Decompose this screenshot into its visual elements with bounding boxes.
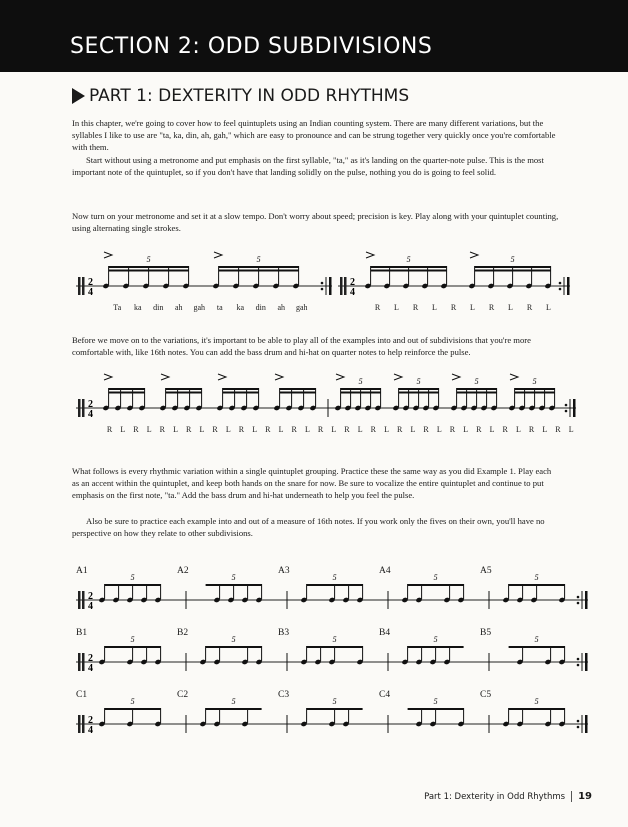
- tuplet-number: 5: [231, 697, 236, 706]
- sticking-letter: R: [374, 303, 381, 312]
- beam: [109, 392, 145, 394]
- sticking-letter: R: [344, 425, 350, 434]
- sticking-letter: R: [106, 425, 113, 434]
- paragraph-emphasis: Start without using a metronome and put emphasis on the first syllable, "ta," as it's landing on the quarter-note pulse. This is the most important note of the quintuplet, so if you don't have that landing solidly on the pulse, nothing you do is going to feel solid.: [72, 155, 544, 178]
- sticking-letter: R: [291, 425, 297, 434]
- accent-mark: [275, 374, 283, 380]
- tuplet-number: 5: [332, 635, 337, 644]
- example-1-syllables: [107, 303, 312, 312]
- variation-staff-b: [76, 632, 588, 672]
- tuplet-number: 5: [146, 255, 151, 264]
- accent-mark: [104, 374, 112, 380]
- beam: [371, 270, 447, 272]
- sticking-letter: L: [470, 303, 475, 312]
- section-banner: [0, 0, 628, 72]
- repeat-dot: [577, 664, 580, 667]
- syllable: din: [255, 303, 266, 312]
- variation-label-a3: A3: [278, 566, 290, 576]
- accent-mark: [510, 374, 518, 380]
- sticking-letter: R: [238, 425, 245, 434]
- percussion-clef: [82, 277, 85, 295]
- repeat-dot: [565, 404, 568, 407]
- accent-mark: [104, 252, 112, 258]
- repeat-dot: [577, 726, 580, 729]
- repeat-dot: [565, 410, 568, 413]
- beam: [509, 646, 565, 648]
- sticking-letter: R: [317, 425, 324, 434]
- page-footer: [424, 791, 592, 802]
- variation-label-c2: C2: [177, 690, 189, 700]
- variation-label-b2: B2: [177, 628, 189, 638]
- example-1-sticking-staff: [338, 246, 570, 302]
- sticking-letter: L: [146, 425, 152, 434]
- sticking-letter: L: [173, 425, 178, 434]
- sticking-letter: R: [526, 303, 533, 312]
- beam: [206, 584, 262, 586]
- beam: [371, 266, 447, 268]
- sticking-letter: R: [449, 425, 456, 434]
- tuplet-number: 5: [130, 635, 135, 644]
- tuplet-number: 5: [534, 635, 539, 644]
- sticking-letter: L: [508, 303, 513, 312]
- percussion-clef: [78, 715, 81, 733]
- beam: [457, 392, 497, 394]
- percussion-clef: [78, 277, 81, 295]
- sticking-letter: L: [568, 425, 574, 434]
- repeat-bar: [585, 653, 588, 671]
- syllable: ah: [174, 303, 183, 312]
- beam: [341, 392, 381, 394]
- paragraph-practice: Also be sure to practice each example into and out of a measure of 16th notes. If you work only the fives on their own, you'll have no perspective on how they relate to other subdivisions.: [72, 516, 545, 539]
- tuplet-number: 5: [474, 377, 479, 386]
- time-signature-bottom: 4: [88, 601, 93, 610]
- time-signature-bottom: 4: [88, 287, 93, 298]
- sticking-letter: L: [432, 303, 437, 312]
- variation-label-c4: C4: [379, 690, 391, 700]
- time-signature-bottom: 4: [350, 287, 355, 298]
- beam: [509, 708, 565, 710]
- variation-label-c5: C5: [480, 690, 492, 700]
- sticking-letter: R: [133, 425, 139, 434]
- beam: [399, 392, 439, 394]
- beam: [206, 646, 262, 648]
- beam: [457, 388, 497, 390]
- tuplet-number: 5: [332, 573, 337, 582]
- sticking-letter: L: [120, 425, 126, 434]
- time-signature-top: 2: [350, 277, 355, 288]
- part-heading: [72, 86, 409, 106]
- beam: [509, 584, 565, 586]
- variation-label-c1: C1: [76, 690, 88, 700]
- paragraph-metronome: Now turn on your metronome and set it at a slow tempo. Don't worry about speed; precision is key. Play along with your quintuplet counting, using alternating single strokes.: [72, 211, 559, 234]
- percussion-clef: [340, 277, 343, 295]
- example-2-staff: [76, 372, 576, 424]
- sticking-letter: L: [436, 425, 442, 434]
- play-triangle-icon: [72, 88, 85, 104]
- percussion-clef: [82, 653, 85, 671]
- beam: [105, 646, 161, 648]
- beam: [408, 584, 464, 586]
- sticking-letter: R: [502, 425, 508, 434]
- beam: [219, 270, 299, 272]
- sticking-letter: R: [212, 425, 218, 434]
- variation-label-c3: C3: [278, 690, 290, 700]
- accent-mark: [214, 252, 222, 258]
- beam: [219, 266, 299, 268]
- tuplet-number: 5: [231, 573, 236, 582]
- tuplet-number: 5: [534, 573, 539, 582]
- tuplet-number: 5: [231, 635, 236, 644]
- variation-label-b5: B5: [480, 628, 492, 638]
- variation-label-b1: B1: [76, 628, 88, 638]
- beam: [307, 708, 363, 710]
- repeat-dot: [559, 282, 562, 285]
- beam: [307, 584, 363, 586]
- repeat-dot: [559, 288, 562, 291]
- tuplet-number: 5: [433, 635, 438, 644]
- accent-mark: [452, 374, 460, 380]
- beam: [515, 392, 555, 394]
- accent-mark: [336, 374, 344, 380]
- accent-mark: [366, 252, 374, 258]
- beam: [105, 708, 161, 710]
- paragraph-subdivisions: Before we move on to the variations, it's important to be able to play all of the examples into and out of subdivisions that you're more comfortable with, like 16th notes. You can add the bass drum and hi-hat on quarter notes to help reinforce the pulse.: [72, 335, 531, 358]
- sticking-letter: R: [528, 425, 535, 434]
- beam: [307, 646, 363, 648]
- example-1-sticking: [368, 303, 558, 312]
- sticking-letter: R: [412, 303, 419, 312]
- beam: [223, 392, 259, 394]
- time-signature-bottom: 4: [88, 409, 93, 420]
- variation-label-b4: B4: [379, 628, 391, 638]
- accent-mark: [218, 374, 226, 380]
- tuplet-number: 5: [433, 697, 438, 706]
- beam: [341, 388, 381, 390]
- percussion-clef: [82, 591, 85, 609]
- repeat-dot: [577, 596, 580, 599]
- sticking-letter: L: [489, 425, 495, 434]
- sticking-letter: R: [265, 425, 271, 434]
- variation-label-a2: A2: [177, 566, 189, 576]
- time-signature-top: 2: [88, 715, 93, 726]
- tuplet-number: 5: [534, 697, 539, 706]
- beam: [475, 266, 551, 268]
- beam: [109, 388, 145, 390]
- accent-mark: [470, 252, 478, 258]
- beam: [280, 388, 316, 390]
- repeat-dot: [577, 658, 580, 661]
- beam: [399, 388, 439, 390]
- syllable: ah: [277, 303, 286, 312]
- variation-label-a4: A4: [379, 566, 391, 576]
- example-2-sticking: [103, 425, 578, 434]
- sticking-letter: R: [423, 425, 429, 434]
- example-1-staff: [76, 246, 332, 302]
- sticking-letter: L: [304, 425, 310, 434]
- sticking-letter: R: [370, 425, 377, 434]
- sticking-letter: R: [450, 303, 457, 312]
- beam: [105, 584, 161, 586]
- sticking-letter: L: [463, 425, 469, 434]
- page-number: 19: [578, 791, 592, 802]
- sticking-letter: R: [186, 425, 192, 434]
- paragraph-intro: In this chapter, we're going to cover how to feel quintuplets using an Indian counting system. There are many different variations, but the syllables I like to use are "ta, ka, din, ah, gah," which are easy to pronounce and can be strung together very quickly once you're comfortable with them.: [72, 118, 556, 153]
- variation-label-b3: B3: [278, 628, 290, 638]
- beam: [475, 270, 551, 272]
- sticking-letter: L: [394, 303, 399, 312]
- tuplet-number: 5: [532, 377, 537, 386]
- beam: [223, 388, 259, 390]
- tuplet-number: 5: [130, 697, 135, 706]
- time-signature-top: 2: [88, 399, 93, 410]
- repeat-dot: [577, 720, 580, 723]
- tuplet-number: 5: [510, 255, 515, 264]
- syllable: ka: [236, 303, 245, 312]
- sticking-letter: L: [515, 425, 521, 434]
- tuplet-number: 5: [256, 255, 261, 264]
- variation-label-a5: A5: [480, 566, 492, 576]
- syllable: Ta: [113, 303, 122, 312]
- part-heading-text: PART 1: DEXTERITY IN ODD RHYTHMS: [89, 86, 410, 106]
- sticking-letter: L: [199, 425, 205, 434]
- sticking-letter: R: [476, 425, 482, 434]
- time-signature-bottom: 4: [88, 725, 93, 734]
- sticking-letter: L: [252, 425, 258, 434]
- sticking-letter: L: [542, 425, 548, 434]
- sticking-letter: L: [357, 425, 363, 434]
- sticking-letter: L: [225, 425, 231, 434]
- footer-divider: [571, 791, 572, 802]
- time-signature-bottom: 4: [88, 663, 93, 672]
- beam: [280, 392, 316, 394]
- beam: [166, 388, 202, 390]
- repeat-bar: [567, 277, 570, 295]
- sticking-letter: L: [546, 303, 551, 312]
- beam: [109, 266, 189, 268]
- time-signature-top: 2: [88, 591, 93, 602]
- syllable: din: [153, 303, 164, 312]
- variation-staff-a: [76, 570, 588, 610]
- sticking-letter: L: [278, 425, 284, 434]
- repeat-dot: [321, 282, 324, 285]
- sticking-letter: R: [488, 303, 495, 312]
- time-signature-top: 2: [88, 653, 93, 664]
- syllable: ta: [216, 303, 223, 312]
- section-title: SECTION 2: ODD SUBDIVISIONS: [70, 34, 433, 59]
- repeat-dot: [577, 602, 580, 605]
- time-signature-top: 2: [88, 277, 93, 288]
- tuplet-number: 5: [406, 255, 411, 264]
- sticking-letter: L: [331, 425, 337, 434]
- sticking-letter: R: [555, 425, 561, 434]
- beam: [166, 392, 202, 394]
- repeat-bar: [573, 399, 576, 417]
- sticking-letter: R: [159, 425, 166, 434]
- running-title: Part 1: Dexterity in Odd Rhythms: [424, 791, 566, 802]
- beam: [515, 388, 555, 390]
- beam: [408, 646, 464, 648]
- tuplet-number: 5: [332, 697, 337, 706]
- accent-mark: [161, 374, 169, 380]
- percussion-clef: [82, 399, 85, 417]
- tuplet-number: 5: [130, 573, 135, 582]
- sticking-letter: L: [410, 425, 416, 434]
- beam: [408, 708, 464, 710]
- percussion-clef: [82, 715, 85, 733]
- percussion-clef: [344, 277, 347, 295]
- percussion-clef: [78, 399, 81, 417]
- syllable: gah: [295, 303, 308, 312]
- repeat-bar: [585, 591, 588, 609]
- sticking-letter: R: [397, 425, 403, 434]
- syllable: gah: [193, 303, 206, 312]
- tuplet-number: 5: [416, 377, 421, 386]
- syllable: ka: [133, 303, 142, 312]
- beam: [109, 270, 189, 272]
- tuplet-number: 5: [358, 377, 363, 386]
- tuplet-number: 5: [433, 573, 438, 582]
- percussion-clef: [78, 653, 81, 671]
- paragraph-variations: What follows is every rhythmic variation within a single quintuplet grouping. Practice these the same way as you did Example 1. Play each as an accent within the quintuplet, and keep both hands on the snare for now. Be sure to vocalize the entire quintuplet and continue to put emphasis on the first note, "ta." Add the bass drum and hi-hat underneath to help you feel the pulse.: [72, 466, 552, 501]
- percussion-clef: [78, 591, 81, 609]
- variation-label-a1: A1: [76, 566, 88, 576]
- repeat-bar: [329, 277, 332, 295]
- variation-staff-c: [76, 694, 588, 734]
- repeat-bar: [585, 715, 588, 733]
- beam: [206, 708, 262, 710]
- sticking-letter: L: [384, 425, 389, 434]
- accent-mark: [394, 374, 402, 380]
- repeat-dot: [321, 288, 324, 291]
